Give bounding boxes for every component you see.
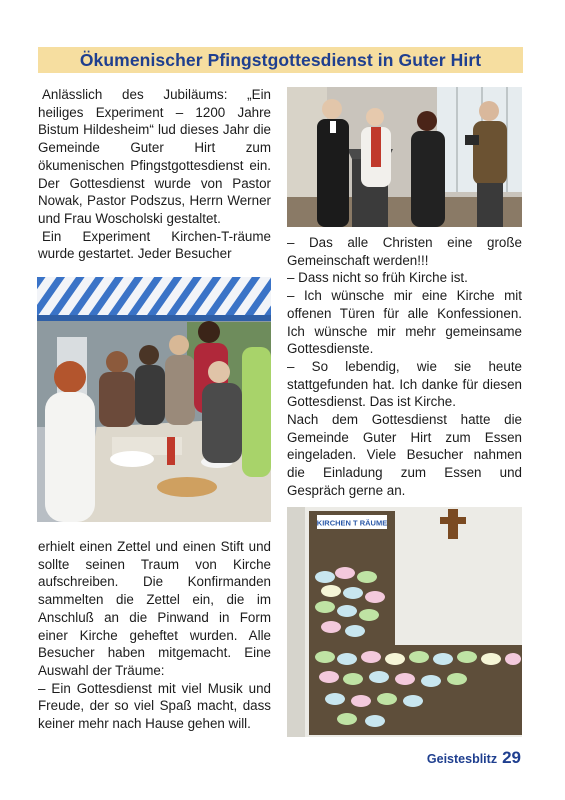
page-title: Ökumenischer Pfingstgottesdienst in Guter Hirt bbox=[79, 49, 482, 70]
pinboard-scene-image bbox=[287, 507, 522, 737]
paragraph: erhielt einen Zettel und einen Stift und sollte seinen Traum von Kirche aufschreiben. Die Konfirmanden sammelten die Zettel ein, die im Anschluß an die Pinwand in Form einer Kirche geheftet wurden. Alle Besucher haben mitgemacht. Eine Auswahl der Träume: bbox=[38, 539, 271, 678]
paragraph: – Dass nicht so früh Kirche ist. bbox=[287, 270, 468, 286]
paragraph: Nach dem Gottesdienst hatte die Gemeinde Guter Hirt zum Essen eingeladen. Viele Besucher nahmen die Einladung zum Essen und Gespräch gerne an. bbox=[287, 412, 522, 498]
paragraph: – Ein Gottesdienst mit viel Musik und Freude, der so viel Spaß macht, dass keiner mehr nach Hause gehen will. bbox=[38, 680, 271, 732]
magazine-name: Geistesblitz bbox=[426, 752, 498, 766]
paragraph: – So lebendig, wie sie heute stattgefunden hat. Ich danke für diesen Gottesdienst. Das ist Kirche. bbox=[287, 358, 522, 410]
paragraph: – Das alle Christen eine große Gemeinschaft werden!!! bbox=[287, 235, 522, 268]
buffet-scene-image bbox=[37, 277, 271, 522]
title-bar bbox=[38, 47, 523, 73]
page-number: 29 bbox=[502, 748, 521, 767]
paragraph: Anlässlich des Jubiläums: „Ein heiliges Experiment – 1200 Jahre Bistum Hildesheim“ lud dieses Jahr die Gemeinde Guter Hirt zum ökumenischen Pfingstgottesdienst ein. Der Gottesdienst wurde von Pastor Nowak, Pastor Podszus, Herrn Werner und Frau Woscholski gestaltet. bbox=[38, 87, 271, 226]
page-footer bbox=[427, 748, 521, 768]
service-scene-image bbox=[287, 87, 522, 227]
column1-bottom-text bbox=[38, 538, 271, 733]
column1-top-text bbox=[38, 86, 271, 263]
photo-pinboard bbox=[287, 507, 522, 737]
photo-service bbox=[287, 87, 522, 227]
column2-text bbox=[287, 234, 522, 500]
pinboard-sign: KIRCHEN T RÄUME bbox=[316, 518, 388, 528]
paragraph: – Ich wünsche mir eine Kirche mit offenen Türen für alle Konfessionen. Ich wünsche mir mehr gemeinsame Gottesdienste. bbox=[287, 288, 522, 357]
photo-buffet bbox=[37, 277, 271, 522]
paragraph: Ein Experiment Kirchen-T-räume wurde gestartet. Jeder Besucher bbox=[38, 228, 271, 262]
